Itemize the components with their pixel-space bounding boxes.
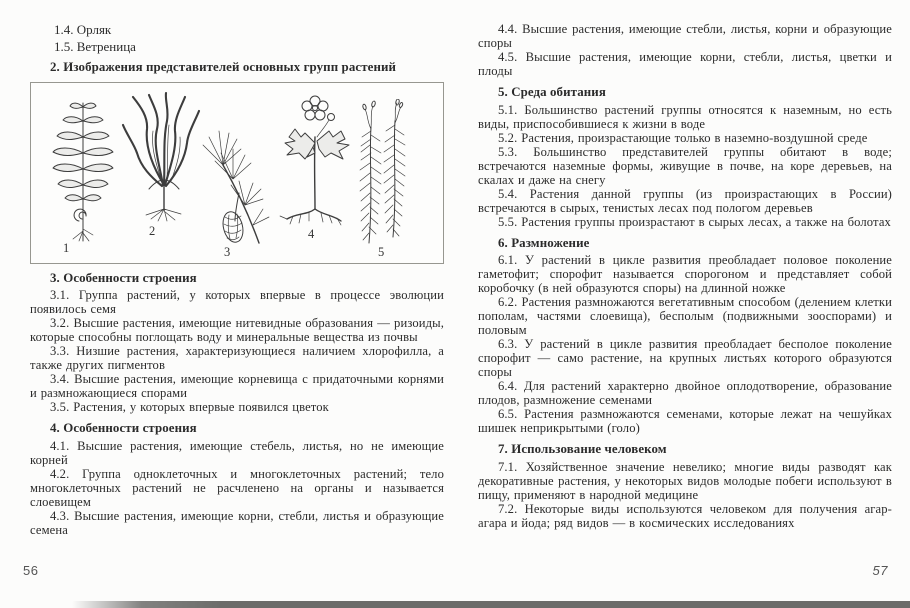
right-page [478,22,892,578]
item-5-2: 5.2. Растения, произрастающие только в наземно-воздушной среде [498,130,868,145]
left-page [23,22,444,578]
figure-label-3: 3 [224,244,231,259]
figure-label-1: 1 [63,240,70,255]
list-item-1-5: 1.5. Ветреница [54,38,136,54]
item-3-1: 3.1. Группа растений, у которых впервые в процессе эволюции появилось семя [30,288,444,316]
item-4-2: 4.2. Группа одноклеточных и многоклеточных растений; тело многоклеточных растений не расчленено на органы и называется слоевищем [30,466,444,509]
item-6-3: 6.3. У растений в цикле развития преобладает бесполое поколение спорофит — само растение, на крупных листьях которого образуются споры [478,337,892,379]
item-7-1: 7.1. Хозяйственное значение невелико; многие виды разводят как декоративные растения, у некоторых видов молодые побеги используют в пищу, применяют в народной медицине [478,459,892,502]
plant-groups-figure [30,82,444,264]
item-5-5: 5.5. Растения группы произрастают в сырых лесах, а также на болотах [498,214,891,229]
item-3-3: 3.3. Низшие растения, характеризующиеся наличием хлорофилла, а также других пигментов [30,344,444,372]
pine-icon [193,121,273,245]
section-2-heading: 2. Изображения представителей основных групп растений [50,60,397,74]
fern-illustration [43,93,123,243]
item-3-4: 3.4. Высшие растения, имеющие корневища с придаточными корнями и размножающиеся спорами [30,372,444,400]
item-3-5: 3.5. Растения, у которых впервые появился цветок [50,400,329,414]
flower-icon [273,91,353,229]
moss-illustration [349,99,413,245]
item-4-5: 4.5. Высшие растения, имеющие корни, стебли, листья, цветки и плоды [478,50,892,78]
item-7-2: 7.2. Некоторые виды используются человеком для получения агар-агара и йода; ряд видов — в космических исследованиях [478,501,892,530]
item-4-3: 4.3. Высшие растения, имеющие корни, стебли, листья и образующие семена [30,508,444,537]
item-6-1: 6.1. У растений в цикле развития преобладает половое поколение гаметофит; спорофит называется спорогоном и представляет собой коробочку (в ней образуются споры) на длинной ножке [478,253,892,295]
section-5-heading: 5. Среда обитания [498,85,606,99]
section-7-heading: 7. Использование человеком [498,442,667,456]
page-number-56: 56 [23,563,39,578]
item-6-5: 6.5. Растения размножаются семенами, которые лежат на чешуйках шишек неприкрытыми (голо) [478,407,892,435]
pine-illustration [193,121,273,245]
figure-label-4: 4 [308,226,315,241]
item-6-2: 6.2. Растения размножаются вегетативным способом (делением клетки пополам, частями слоевища), бесполым (подвижными зооспорами) и половым [478,295,892,337]
figure-label-2: 2 [149,223,156,238]
figure-label-5: 5 [378,244,385,259]
flowering-plant-illustration [273,91,353,229]
list-item-1-4: 1.4. Орляк [54,22,112,37]
scan-shadow-bar [72,601,910,608]
item-4-1: 4.1. Высшие растения, имеющие стебель, листья, но не имеющие корней [30,438,444,467]
section-4-heading: 4. Особенности строения [50,421,197,435]
moss-icon [349,99,413,245]
section-3-heading: 3. Особенности строения [50,270,197,285]
item-5-1: 5.1. Большинство растений группы относятся к наземным, но есть виды, приспособившиеся к жизни в воде [478,102,892,131]
item-5-3: 5.3. Большинство представителей группы обитают в воде; встречаются наземные формы, живущие в почве, на коре деревьев, на скалах и даже на снегу [478,144,892,187]
section-6-heading: 6. Размножение [498,235,590,250]
item-4-4: 4.4. Высшие растения, имеющие стебли, листья, корни и образующие споры [478,22,892,50]
item-5-4: 5.4. Растения данной группы (из произрастающих в России) встречаются в сырых, тенистых лесах под пологом деревьев [478,186,892,215]
fern-icon [43,93,123,243]
item-3-2: 3.2. Высшие растения, имеющие нитевидные образования — ризоиды, которые способны поглощать воду и минеральные вещества из почвы [30,316,444,344]
page-number-57: 57 [872,563,888,578]
item-6-4: 6.4. Для растений характерно двойное оплодотворение, образование плодов, размножение семенами [478,379,892,407]
